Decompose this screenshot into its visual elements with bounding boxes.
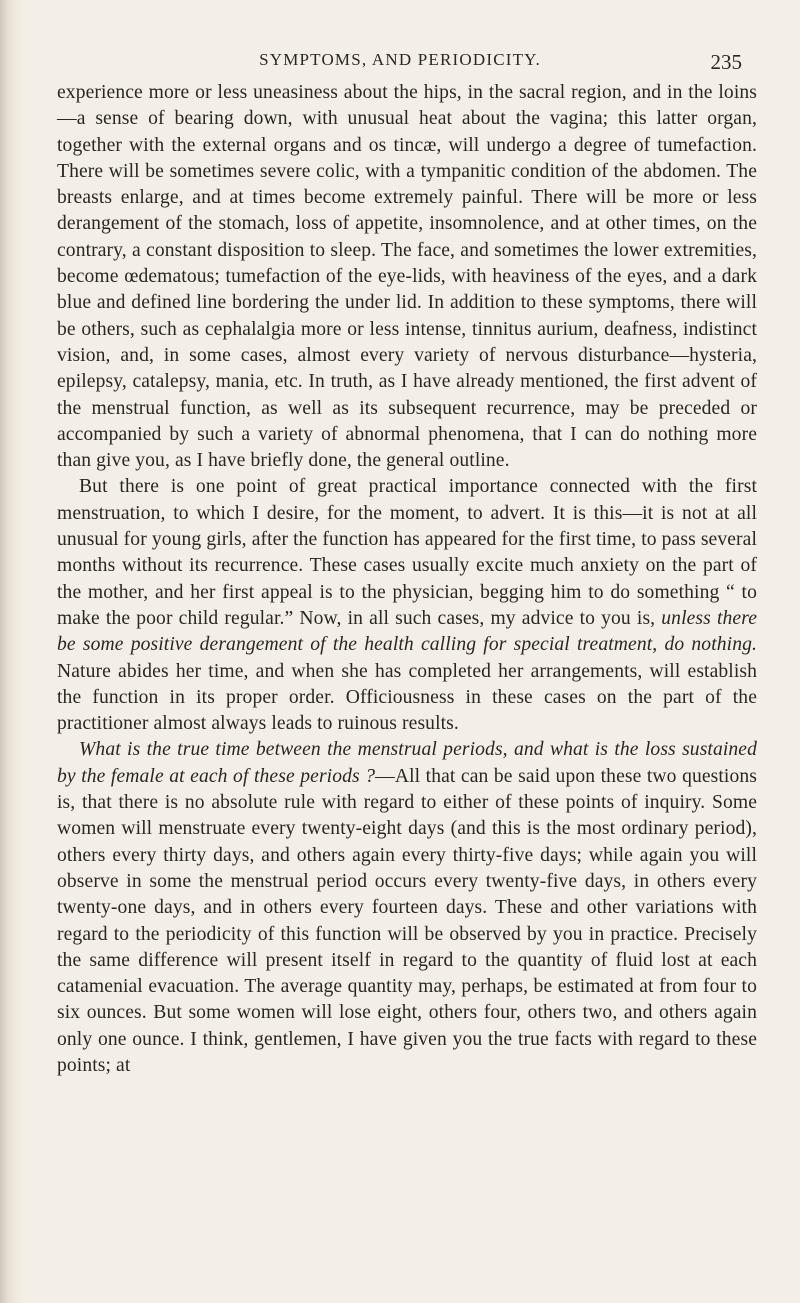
paragraph-1-text: experience more or less uneasiness about the hips, in the sacral region, and in the loins—a sense of bearing down, with unusual heat about the vagina; this latter organ, together with the external organs and os tincæ, will undergo a degree of tumefaction. There will be sometimes severe colic, with a tympanitic condition of the abdomen. The breasts enlarge, and at times become extremely painful. There will be more or less derangement of the stomach, loss of appetite, insomnolence, and at other times, on the contrary, a constant disposition to sleep. The face, and sometimes the lower extremities, become œdematous; tumefaction of the eye-lids, with heaviness of the eyes, and a dark blue and defined line bordering the under lid. In addition to these symptoms, there will be others, such as cephalalgia more or less intense, tinnitus aurium, deafness, indistinct vision, and, in some cases, almost every variety of nervous disturbance—hysteria, epilepsy, catalepsy, mania, etc. In truth, as I have already mentioned, the first advent of the menstrual function, as well as its subsequent recurrence, may be preceded or accompanied by such a variety of abnormal phenomena, that I can do nothing more than give you, as I have briefly done, the general outline.	[57, 82, 757, 472]
book-gutter-shadow	[0, 0, 22, 1303]
paragraph-3	[57, 737, 757, 1079]
page-header	[0, 50, 800, 80]
body-text	[57, 80, 757, 1079]
paragraph-3-italic-question: What is the true time between the menstrual periods, and what is the loss sustained by the female at each of these periods ?	[57, 739, 757, 787]
paragraph-2-text-b: Nature abides her time, and when she has completed her arrangements, will establish the function in its proper order. Officiousness in these cases on the part of the practitioner almost always leads to ruinous results.	[57, 660, 757, 735]
paragraph-2-italic-advice: unless there be some positive derangement of the health calling for special treatment, do nothing.	[57, 607, 757, 656]
paragraph-2	[57, 474, 757, 737]
page-number: 235	[710, 50, 742, 74]
paragraph-3-text: —All that can be said upon these two questions is, that there is no absolute rule with regard to either of these points of inquiry. Some women will menstruate every twenty-eight days (and this is the most ordinary period), others every thirty days, and others again every thirty-five days; while again you will observe in some the menstrual period occurs every twenty-five days, in others every twenty-one days, and in others every fourteen days. These and other variations with regard to the periodicity of this function will be observed by you in practice. Precisely the same difference will present itself in regard to the quantity of fluid lost at each catamenial evacuation. The average quantity may, perhaps, be estimated at from four to six ounces. But some women will lose eight, others four, others two, and others again only one ounce. I think, gentlemen, I have given you the true facts with regard to these points; at	[57, 765, 757, 1076]
paragraph-2-text-a: But there is one point of great practical importance connected with the first menstruation, to which I desire, for the moment, to advert. It is this—it is not at all unusual for young girls, after the function has appeared for the first time, to pass several months without its recurrence. These cases usually excite much anxiety on the part of the mother, and her first appeal is to the physician, begging him to do something “ to make the poor child regular.” Now, in all such cases, my advice to you is,	[57, 476, 757, 629]
running-head: SYMPTOMS, AND PERIODICITY.	[259, 50, 541, 69]
paragraph-1	[57, 80, 757, 474]
